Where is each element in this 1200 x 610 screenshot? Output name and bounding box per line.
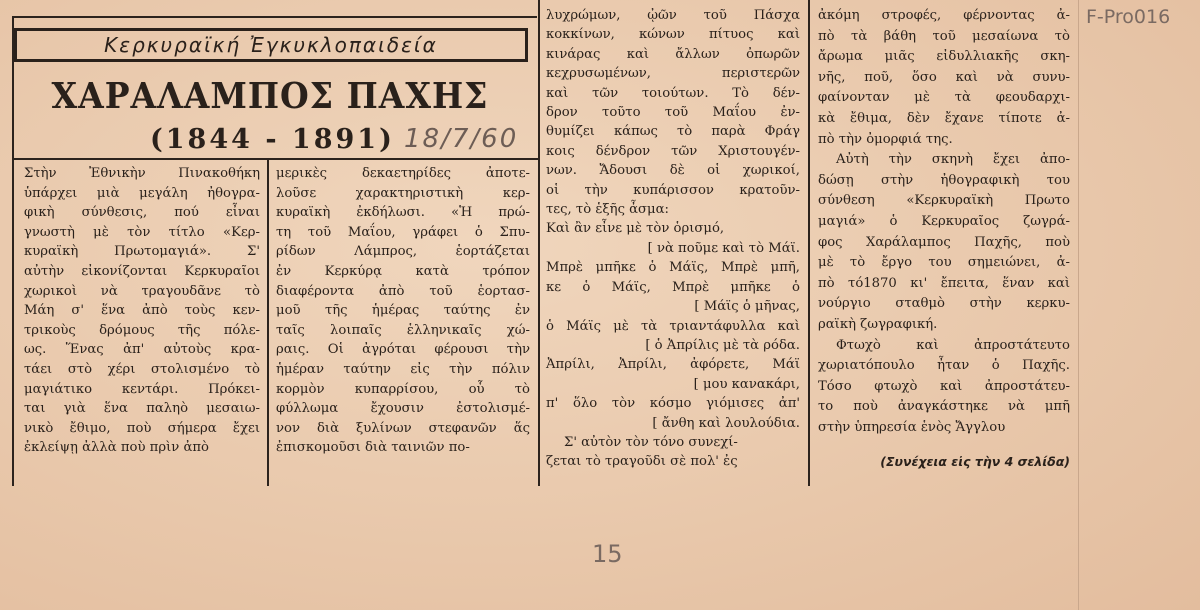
article-line: ἄρωμα μιᾶς εἰδυλλιακῆς σκη- (818, 49, 1070, 65)
article-line: λυχρώμων, ᾠῶν τοῦ Πάσχα (546, 8, 800, 23)
article-line: ἡμέραν ταύτην εἰς τὴν πόλιν (276, 361, 530, 377)
article-line: π' ὅλο τὸν κόσμο γιόμισες ἀπ' (546, 396, 800, 412)
page-edge (1078, 0, 1079, 610)
article-line: νῆς, ποῦ, ὅσο καὶ νὰ συνυ- (818, 69, 1070, 85)
article-line: μοῦ τῆς ἡμέρας ταύτης ἐν (276, 303, 530, 319)
article-line: κὰ ἔθιμα, δὲν ἔχανε τίποτε ἀ- (818, 110, 1070, 126)
article-line: Καὶ ἂν εἶνε μὲ τὸν ὁρισμό, (546, 221, 725, 237)
article-line: καὶ τῶν τοιούτων. Τὸ δέν- (546, 85, 800, 101)
article-line: τρικοὺς δρόμους τῆς πόλε- (24, 322, 260, 338)
article-line: ἐκλείψῃ ἀλλὰ ποὺ πρὶν ἀπὸ (24, 440, 209, 456)
continued-text: (Συνέχεια εἰς τὴν 4 σελίδα) (880, 454, 1070, 469)
article-line: [ μου κανακάρι, (693, 376, 800, 392)
article-line: κινάρας καὶ ἄλλων ὀπωρῶν (546, 46, 800, 62)
article-line: ται γιὰ ἕνα παληὸ μεσαιω- (24, 401, 260, 417)
article-line: ὑπάρχει μιὰ μεγάλη ἠθογρα- (24, 185, 260, 201)
article-line: Μάη σ' ἕνα ἀπὸ τοὺς κεν- (24, 303, 260, 319)
article-line: ἀκόμη στροφές, φέρνοντας ἀ- (818, 8, 1070, 23)
article-line: κε ὁ Μάϊς, Μπρὲ μπῆκε ὁ (546, 279, 800, 295)
article-line: νον διὰ ξυλίνων στεφανῶν ἅς (276, 420, 530, 436)
article-line: κυραϊκὴ Πρωτομαγιά». Σ' (24, 244, 260, 260)
article-line: ζεται τὸ τραγοῦδι σὲ πολ' ἐς (546, 454, 738, 470)
article-line: [ Μάϊς ὁ μῆνας, (694, 299, 800, 315)
article-line: Τόσο φτωχὸ καὶ ἀπροστάτευ- (818, 378, 1070, 394)
article-line: μὲ τὸ ἔργο του σημειώνει, ἀ- (818, 255, 1070, 271)
article-line: Μπρὲ μπῆκε ὁ Μάϊς, Μπρὲ μπῆ, (546, 260, 800, 276)
article-column-1 (24, 164, 260, 458)
article-line: σύνθεση «Κερκυραϊκὴ Πρωτο (818, 193, 1070, 209)
article-line: αὐτὴν εἰκονίζονται Κερκυραῖοι (24, 263, 260, 279)
article-line: το ποὺ ἀναγκάστηκε νὰ μπῆ (818, 399, 1070, 415)
article-line: πὸ τὰ βάθη τοῦ μεσαίωνα τὸ (818, 28, 1070, 44)
article-line: κυραϊκὴ ἐκδήλωσι. «Ἡ πρώ- (276, 205, 530, 221)
article-line: τάει στὸ χέρι στολισμένο τὸ (24, 361, 260, 377)
article-line: μαγιά» ὁ Κερκυραῖος ζωγρά- (818, 213, 1070, 229)
article-line: μερικὲς δεκαετηρίδες ἀποτε- (276, 166, 530, 181)
article-line: Φτωχὸ καὶ ἀπροστάτευτο (836, 337, 1070, 353)
article-line: ραις. Οἱ ἀγρόται φέρουσι τὴν (276, 342, 530, 358)
article-line: θυμίζει κάπως τὸ παρὰ Φράγ (546, 124, 800, 140)
article-line: νούργιο σταθμὸ στὴν κερκυ- (818, 296, 1070, 312)
col-divider-1 (267, 160, 269, 486)
article-line: φύλλωμα ἔχουσιν ἐστολισμέ- (276, 401, 530, 417)
article-column-2 (276, 164, 530, 458)
article-line: γνωστὴ μὲ τὸν τίτλο «Κερ- (24, 224, 260, 240)
article-line: κεχρυσωμένων, περιστερῶν (546, 66, 800, 82)
section-banner: Κερκυραϊκή Ἐγκυκλοπαιδεία (14, 28, 528, 62)
article-line: χωρικοὶ νὰ τραγουδᾶνε τὸ (24, 283, 260, 299)
handwritten-page-number: 15 (592, 540, 623, 568)
article-line: φικὴ σύνθεσις, πού εἶναι (24, 205, 260, 221)
top-border (12, 16, 537, 18)
article-line: κοκκίνων, κώνων πίτυος καὶ (546, 27, 800, 43)
article-line: [ ἄνθη καὶ λουλούδια. (652, 415, 800, 431)
article-line: νικὸ ἔθιμο, ποὺ σήμερα ἔχει (24, 420, 260, 436)
article-line: δρον τοῦτο τοῦ Μαΐου ἐν- (546, 105, 800, 121)
article-column-4 (818, 6, 1070, 438)
handwritten-code: F-Pro016 (1086, 6, 1171, 28)
article-line: ως. Ἕνας ἀπ' αὐτοὺς κρα- (24, 342, 260, 358)
article-line: [ νὰ ποῦμε καὶ τὸ Μάϊ. (647, 240, 800, 256)
continued-note (818, 452, 1070, 472)
article-line: οἱ τὴν κυπάρισσον κρατοῦν- (546, 182, 800, 198)
article-title: ΧΑΡΑΛΑΜΠΟΣ ΠΑΧΗΣ (51, 74, 489, 117)
article-line: κορμὸν κυπαρρίσου, οὗ τὸ (276, 381, 530, 397)
article-line: μαγιάτικο κεντάρι. Πρόκει- (24, 381, 260, 397)
article-line: φαίνονταν μὲ τὰ φεουδαρχι- (818, 90, 1070, 106)
article-line: διαφέροντα ἀπὸ τοῦ ἑορτασ- (276, 283, 530, 299)
article-line: ἐπισκομοῦσι διὰ ταινιῶν πο- (276, 440, 470, 456)
article-line: πὸ τό1870 κι' ἔπειτα, ἕναν καὶ (818, 275, 1070, 291)
article-line: Ἀπρίλι, Ἀπρίλι, ἀφόρετε, Μάϊ (546, 357, 800, 373)
article-line: Αὐτὴ τὴν σκηνὴ ἔχει ἀπο- (836, 152, 1070, 168)
left-border (12, 16, 14, 486)
col-divider-3 (808, 0, 810, 486)
article-line: νων. Ἄδουσι δὲ οἱ χωρικοί, (546, 163, 800, 179)
article-column-3 (546, 6, 800, 472)
article-line: πὸ τὴν ὀμορφιά της. (818, 131, 953, 147)
article-line: φος Χαράλαμπος Παχῆς, ποὺ (818, 234, 1070, 250)
handwritten-date: 18/7/60 (404, 124, 519, 154)
article-years: (1844 - 1891) (150, 124, 395, 155)
article-line: χωριατόπουλο ἦταν ὁ Παχῆς. (818, 358, 1070, 374)
article-line: ρίδων Λάμπρος, ἑορτάζεται (276, 244, 530, 260)
header-bottom-rule (12, 158, 538, 160)
article-line: τες, τὸ ἑξῆς ἆσμα: (546, 202, 669, 218)
article-line: Στὴν Ἐθνικὴν Πινακοθήκη (24, 166, 260, 181)
article-line: ἐν Κερκύρᾳ κατὰ τρόπον (276, 263, 530, 279)
article-line: Σ' αὐτὸν τὸν τόνο συνεχί- (564, 434, 738, 450)
article-line: στὴν ὑπηρεσία ἑνὸς Ἄγγλου (818, 419, 1006, 435)
article-line: ραϊκὴ ζωγραφική. (818, 316, 938, 332)
article-line: δώσῃ στὴν ἠθογραφικὴ του (818, 172, 1070, 188)
article-line: [ ὁ Ἀπρίλις μὲ τὰ ρόδα. (645, 337, 800, 353)
article-line: ταῖς λοιπαῖς ἑλληνικαῖς χώ- (276, 322, 530, 338)
article-line: κοις δένδρον τῶν Χριστουγέν- (546, 143, 800, 159)
article-line: τη τοῦ Μαΐου, γράφει ὁ Σπυ- (276, 224, 530, 240)
col-divider-2 (538, 0, 540, 486)
article-line: λοῦσε χαρακτηριστικὴ κερ- (276, 185, 530, 201)
article-line: ὁ Μάϊς μὲ τὰ τριαντάφυλλα καὶ (546, 318, 800, 334)
